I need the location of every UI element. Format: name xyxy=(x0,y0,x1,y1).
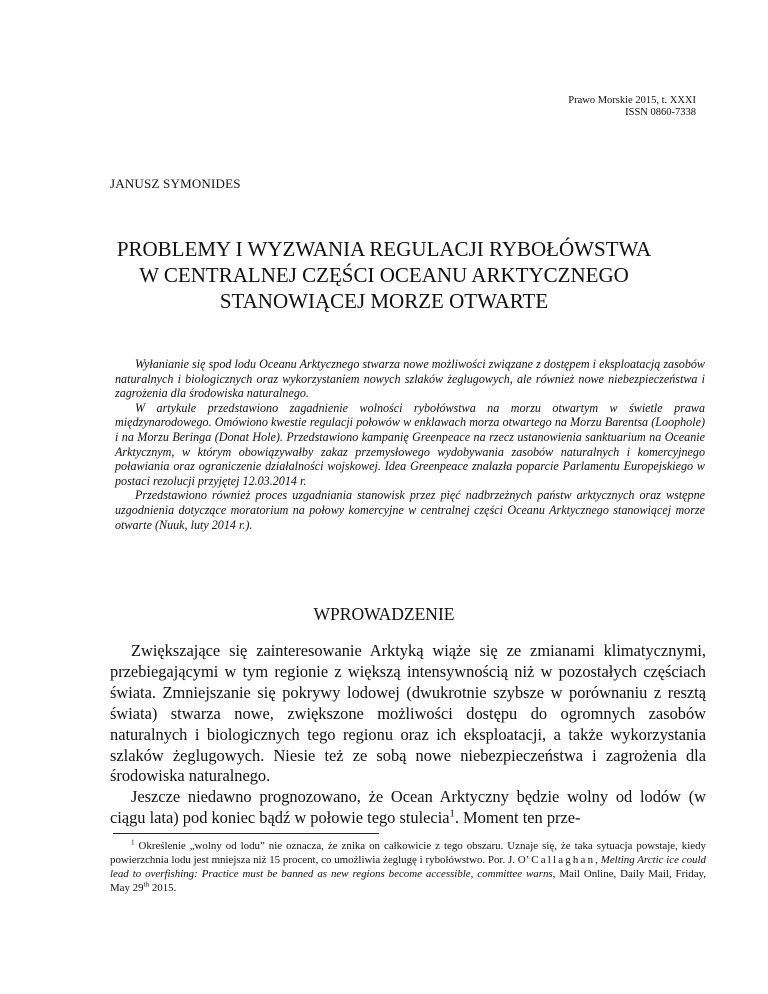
footnote-text: Określenie „wolny od lodu” nie oznacza, że znika on całkowicie z tego obszaru. Uznaje się, że taka sytuacja powstaje, kiedy powierzchnia lodu jest mniejsza niż 15 procent, co umożliwia żeglugę i rybołówstwo. Por. J. O’ xyxy=(110,840,706,866)
body-text xyxy=(110,641,706,829)
body-paragraph-1: Zwiększające się zainteresowanie Arktyką wiąże się ze zmianami klimatycznymi, przebiegającymi w tym regionie z większą intensywnością niż w pozostałych częściach świata. Zmniejszanie się pokrywy lodowej (dwukrotnie szybsze w porównaniu z resztą świata) stwarza nowe, zwiększone możliwości dostępu do ogromnych zasobów naturalnych i biologicznych tego regionu oraz ich eksploatacji, a także wykorzystania szlaków żeglugowych. Niesie też ze sobą nowe niebezpieczeństwa i zagrożenia dla środowiska naturalnego. xyxy=(110,641,706,786)
footnote-date-suffix: th xyxy=(143,880,150,889)
footnote-paragraph xyxy=(110,839,706,895)
article-title xyxy=(60,236,708,314)
footnote-source: Mail Online, Daily Mail, Friday, May 29 xyxy=(110,868,707,894)
abstract xyxy=(115,357,705,532)
footnote-divider xyxy=(113,833,379,834)
body-paragraph-2-end: . Moment ten prze- xyxy=(454,808,581,828)
title-line-3: STANOWIĄCEJ MORZE OTWARTE xyxy=(219,289,549,313)
abstract-paragraph-3: Przedstawiono również proces uzgadniania stanowisk przez pięć nadbrzeżnych państw arktycznych oraz wstępne uzgodnienia dotyczące moratorium na połowy komercyjne w centralnej części Oceanu Arktycznego stanowiącej morze otwarte (Nuuk, luty 2014 r.). xyxy=(115,488,705,532)
body-paragraph-2 xyxy=(110,787,706,829)
footnote-separator: , xyxy=(595,854,601,866)
abstract-paragraph-2: W artykule przedstawiono zagadnienie wolności rybołówstwa na morzu otwartym w świetle prawa międzynarodowego. Omówiono kwestie regulacji połowów w enklawach morza otwartego na Morzu Barentsa (Loophole) i na Morzu Beringa (Donat Hole). Przedstawiono kampanię Greenpeace na rzecz ustanowienia sanktuarium na Oceanie Arktycznym, w którym obowiązywałby zakaz przemysłowego wydobywania zasobów naturalnych i komercyjnego poławiania oraz ograniczenie działalności wojskowej. Idea Greenpeace znalazła poparcie Parlamentu Europejskiego w postaci rezolucji przyjętej 12.03.2014 r. xyxy=(115,400,705,488)
abstract-paragraph-1: Wyłanianie się spod lodu Oceanu Arktycznego stwarza nowe możliwości związane z dostępem i eksploatacją zasobów naturalnych i biologicznych oraz wykorzystaniem nowych szlaków żeglugowych, ale również nowe niebezpieczeństwa i zagrożenia dla środowiska naturalnego. xyxy=(115,357,705,401)
title-line-1: PROBLEMY I WYZWANIA REGULACJI RYBOŁÓWSTWA xyxy=(116,237,652,261)
title-line-2: W CENTRALNEJ CZĘŚCI OCEANU ARKTYCZNEGO xyxy=(139,263,629,287)
journal-issn: ISSN 0860-7338 xyxy=(625,107,696,118)
section-heading: WPROWADZENIE xyxy=(313,604,455,624)
footnote-article-title: Melting Arctic ice could lead to overfishing: Practice must be banned as new regions become accessible, committee warns, xyxy=(110,854,706,880)
footnote-number: 1 xyxy=(131,838,135,847)
footnote-year: 2015. xyxy=(149,882,177,894)
body-paragraph-2-text: Jeszcze niedawno prognozowano, że Ocean Arktyczny będzie wolny od lodów (w ciągu lata) pod koniec bądź w połowie tego stulecia xyxy=(110,787,706,828)
author-name: JANUSZ SYMONIDES xyxy=(110,176,241,191)
journal-info xyxy=(568,95,696,119)
journal-citation: Prawo Morskie 2015, t. XXXI xyxy=(568,95,696,106)
footnote-reference[interactable]: 1 xyxy=(449,808,455,820)
footnote-cited-author: Callaghan xyxy=(531,854,596,866)
footnote xyxy=(110,839,706,895)
